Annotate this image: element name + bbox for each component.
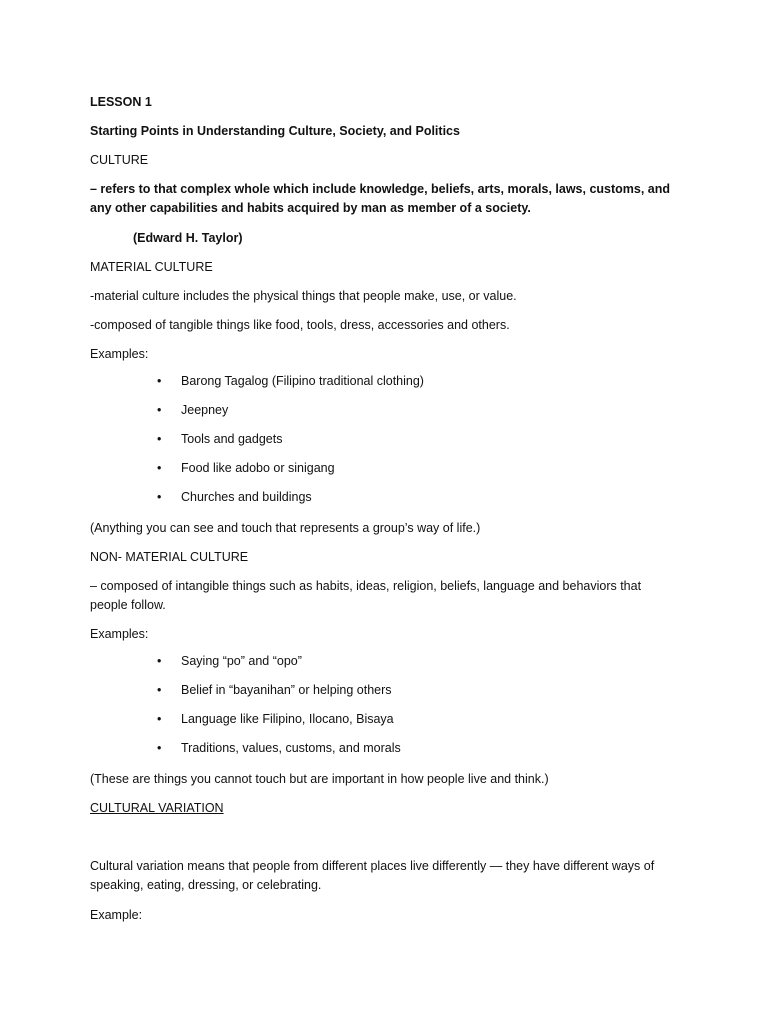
bullet-icon: • (157, 654, 162, 668)
list-item-text: Traditions, values, customs, and morals (181, 741, 401, 755)
material-culture-note: (Anything you can see and touch that represents a group’s way of life.) (90, 521, 481, 535)
bullet-icon: • (157, 712, 162, 726)
list-item-text: Food like adobo or sinigang (181, 461, 335, 475)
culture-definition: – refers to that complex whole which include knowledge, beliefs, arts, morals, laws, customs, and any other capabilities and habits acquired by man as member of a society. (90, 182, 671, 215)
bullet-icon: • (157, 403, 162, 417)
bullet-icon: • (157, 432, 162, 446)
non-material-culture-heading: NON- MATERIAL CULTURE (90, 550, 249, 564)
bullet-icon: • (157, 683, 162, 697)
non-material-examples-label: Examples: (90, 627, 149, 641)
bullet-icon: • (157, 374, 162, 388)
list-item-text: Saying “po” and “opo” (181, 654, 302, 668)
list-item-text: Jeepney (181, 403, 229, 417)
culture-heading: CULTURE (90, 153, 149, 167)
bullet-icon: • (157, 741, 162, 755)
cultural-variation-text: Cultural variation means that people from different places live differently — they have different ways of speaking, eating, dressing, or celebrating. (90, 859, 655, 892)
culture-author: (Edward H. Taylor) (133, 231, 243, 245)
list-item-text: Churches and buildings (181, 490, 312, 504)
lesson-label: LESSON 1 (90, 95, 152, 109)
material-culture-line-1: -material culture includes the physical things that people make, use, or value. (90, 289, 517, 303)
list-item-text: Tools and gadgets (181, 432, 283, 446)
cultural-variation-example-label: Example: (90, 908, 143, 922)
non-material-culture-note: (These are things you cannot touch but are important in how people live and think.) (90, 772, 549, 786)
lesson-title: Starting Points in Understanding Culture, Society, and Politics (90, 124, 460, 138)
material-examples-label: Examples: (90, 347, 149, 361)
non-material-culture-definition: – composed of intangible things such as habits, ideas, religion, beliefs, language and behaviors that people follow. (90, 579, 642, 612)
list-item-text: Language like Filipino, Ilocano, Bisaya (181, 712, 394, 726)
list-item-text: Belief in “bayanihan” or helping others (181, 683, 392, 697)
list-item-text: Barong Tagalog (Filipino traditional clothing) (181, 374, 424, 388)
material-culture-line-2: -composed of tangible things like food, tools, dress, accessories and others. (90, 318, 510, 332)
material-culture-heading: MATERIAL CULTURE (90, 260, 213, 274)
cultural-variation-heading: CULTURAL VARIATION (90, 801, 224, 815)
bullet-icon: • (157, 461, 162, 475)
bullet-icon: • (157, 490, 162, 504)
